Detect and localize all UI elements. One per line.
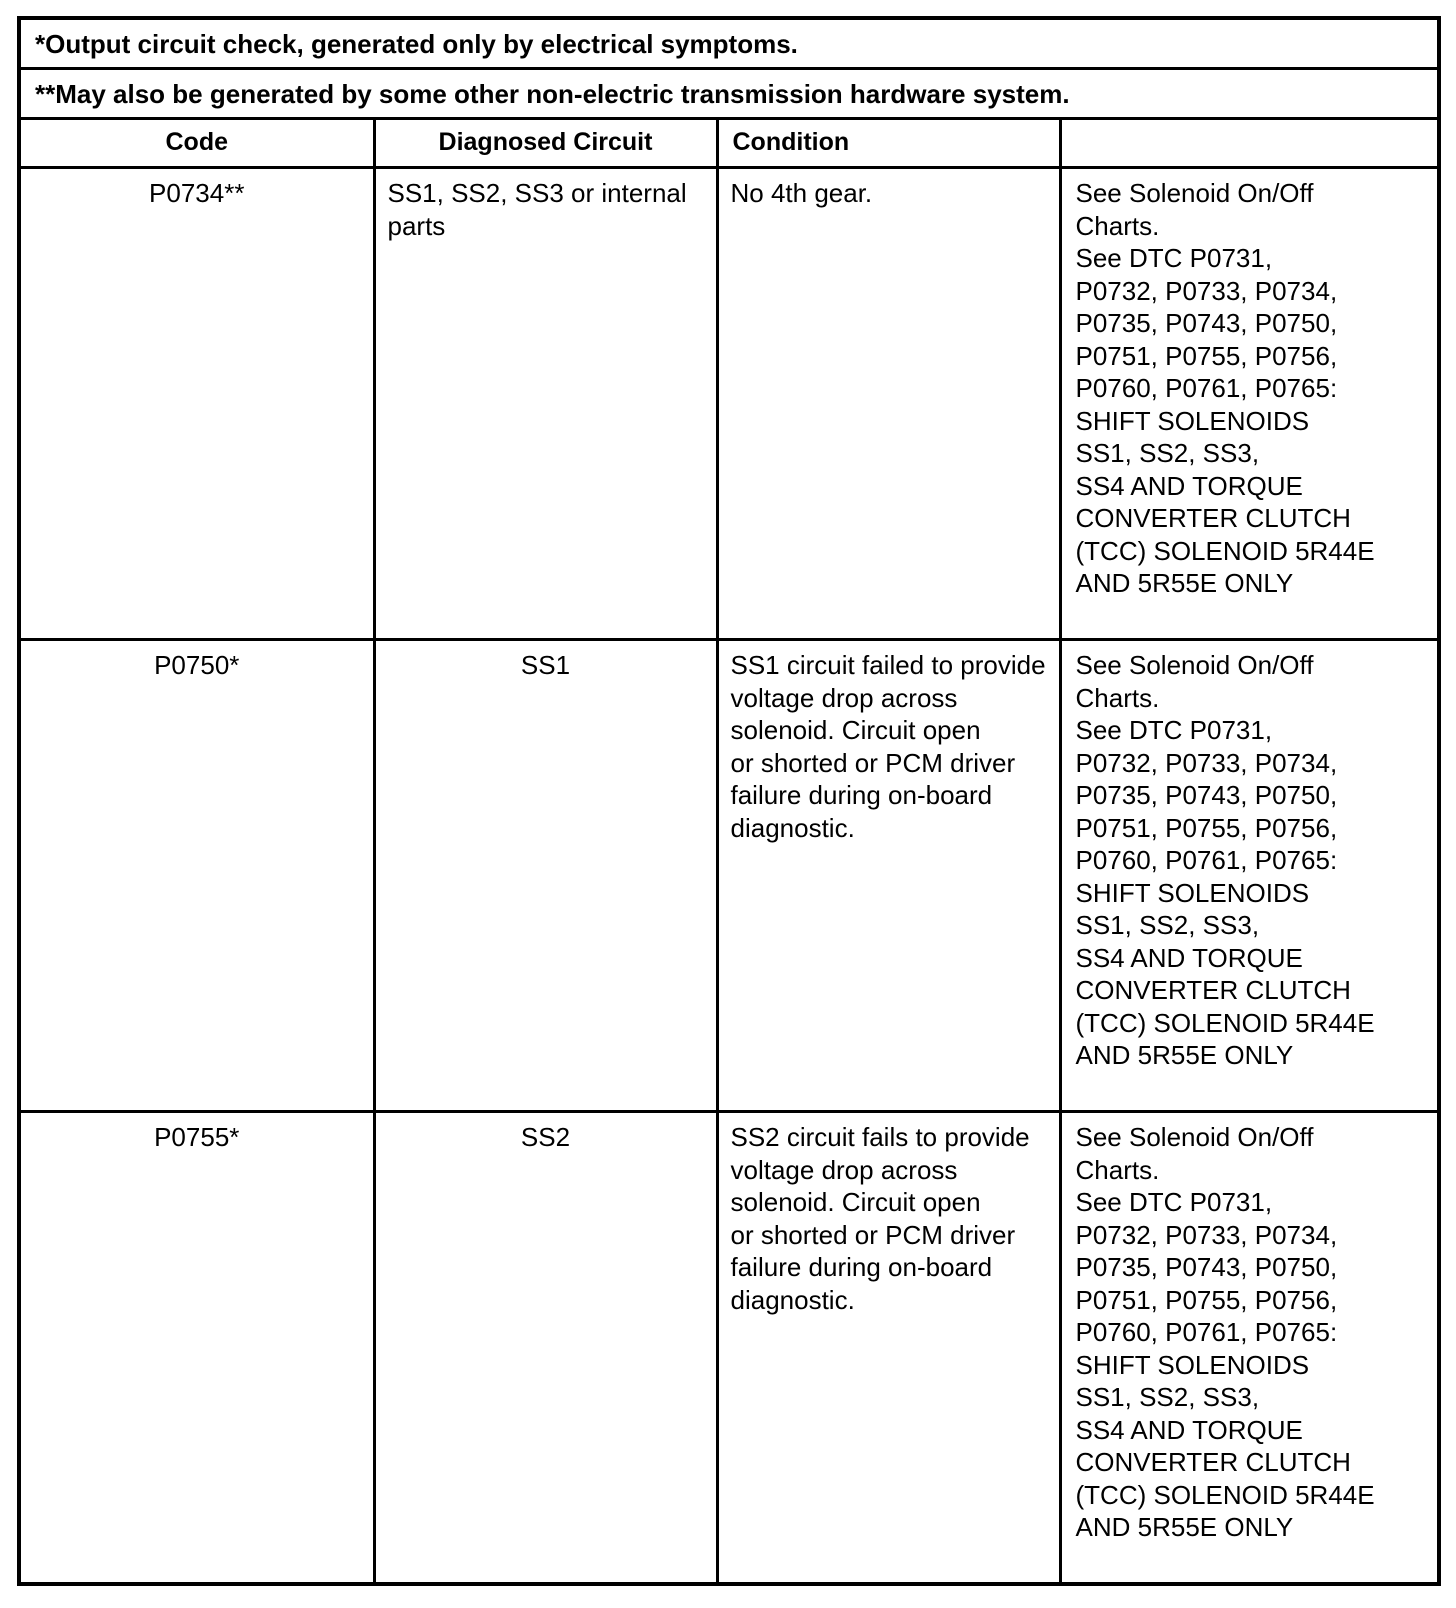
header-condition: Condition bbox=[717, 119, 1060, 168]
condition-cell bbox=[717, 1112, 1060, 1584]
condition-line: or shorted or PCM driver bbox=[730, 1219, 1016, 1250]
reference-cell bbox=[1060, 1112, 1439, 1584]
code-cell: P0755* bbox=[19, 1112, 374, 1584]
condition-line: SS1 circuit failed to provide bbox=[730, 650, 1046, 680]
note-row-single bbox=[19, 18, 1439, 69]
reference-line: (TCC) SOLENOID 5R44E bbox=[1075, 1007, 1375, 1038]
reference-line: SHIFT SOLENOIDS bbox=[1075, 405, 1310, 436]
header-code: Code bbox=[19, 119, 374, 168]
reference-line: See Solenoid On/Off bbox=[1075, 178, 1314, 208]
reference-line: AND 5R55E ONLY bbox=[1075, 1512, 1294, 1542]
reference-line: AND 5R55E ONLY bbox=[1075, 568, 1294, 598]
condition-line: or shorted or PCM driver bbox=[730, 747, 1016, 778]
diagnosed-circuit-cell: SS2 bbox=[374, 1112, 717, 1584]
header-reference bbox=[1060, 119, 1439, 168]
reference-line: SS4 AND TORQUE bbox=[1075, 470, 1303, 501]
condition-cell bbox=[717, 640, 1060, 1112]
reference-line: P0751, P0755, P0756, bbox=[1075, 1284, 1338, 1315]
reference-line: P0735, P0743, P0750, bbox=[1075, 308, 1338, 338]
reference-line: CONVERTER CLUTCH bbox=[1075, 1447, 1351, 1477]
condition-line: voltage drop across bbox=[730, 1154, 958, 1185]
table-row bbox=[19, 1112, 1439, 1584]
reference-line: (TCC) SOLENOID 5R44E bbox=[1075, 535, 1375, 566]
reference-line: SS1, SS2, SS3, bbox=[1075, 438, 1260, 468]
reference-line: SS4 AND TORQUE bbox=[1075, 1414, 1303, 1445]
diagnosed-circuit-cell: SS1, SS2, SS3 or internal parts bbox=[374, 168, 717, 640]
reference-line: SHIFT SOLENOIDS bbox=[1075, 877, 1310, 908]
reference-cell bbox=[1060, 640, 1439, 1112]
reference-line: CONVERTER CLUTCH bbox=[1075, 975, 1351, 1005]
reference-line: P0760, P0761, P0765: bbox=[1075, 845, 1338, 875]
condition-line: solenoid. Circuit open bbox=[730, 1187, 981, 1217]
condition-line: diagnostic. bbox=[730, 812, 855, 843]
table-row bbox=[19, 168, 1439, 640]
reference-line: Charts. bbox=[1075, 210, 1160, 241]
code-cell: P0734** bbox=[19, 168, 374, 640]
condition-line: No 4th gear. bbox=[730, 178, 873, 208]
reference-line: SS1, SS2, SS3, bbox=[1075, 910, 1260, 940]
note-row-double bbox=[19, 69, 1439, 119]
reference-line: Charts. bbox=[1075, 1154, 1160, 1185]
header-row bbox=[19, 119, 1439, 168]
reference-line: Charts. bbox=[1075, 682, 1160, 713]
reference-line: AND 5R55E ONLY bbox=[1075, 1040, 1294, 1070]
condition-line: diagnostic. bbox=[730, 1284, 855, 1315]
reference-line: See DTC P0731, bbox=[1075, 243, 1273, 273]
table-row bbox=[19, 640, 1439, 1112]
reference-line: P0751, P0755, P0756, bbox=[1075, 812, 1338, 843]
code-cell: P0750* bbox=[19, 640, 374, 1112]
reference-line: P0732, P0733, P0734, bbox=[1075, 747, 1338, 778]
reference-line: See Solenoid On/Off bbox=[1075, 650, 1314, 680]
reference-line: P0760, P0761, P0765: bbox=[1075, 1317, 1338, 1347]
reference-line: P0732, P0733, P0734, bbox=[1075, 1219, 1338, 1250]
reference-cell bbox=[1060, 168, 1439, 640]
reference-line: See DTC P0731, bbox=[1075, 1187, 1273, 1217]
reference-line: P0735, P0743, P0750, bbox=[1075, 780, 1338, 810]
reference-line: CONVERTER CLUTCH bbox=[1075, 503, 1351, 533]
header-diagnosed-circuit: Diagnosed Circuit bbox=[374, 119, 717, 168]
note-non-electric-hardware: **May also be generated by some other non-electric transmission hardware system. bbox=[19, 69, 1439, 119]
reference-line: P0735, P0743, P0750, bbox=[1075, 1252, 1338, 1282]
reference-line: SS4 AND TORQUE bbox=[1075, 942, 1303, 973]
condition-line: voltage drop across bbox=[730, 682, 958, 713]
reference-line: P0760, P0761, P0765: bbox=[1075, 373, 1338, 403]
condition-line: SS2 circuit fails to provide bbox=[730, 1122, 1030, 1152]
dtc-table bbox=[17, 16, 1441, 1586]
condition-line: failure during on-board bbox=[730, 780, 993, 810]
condition-line: solenoid. Circuit open bbox=[730, 715, 981, 745]
condition-cell bbox=[717, 168, 1060, 640]
reference-line: P0732, P0733, P0734, bbox=[1075, 275, 1338, 306]
note-output-circuit-check: *Output circuit check, generated only by electrical symptoms. bbox=[19, 18, 1439, 69]
condition-line: failure during on-board bbox=[730, 1252, 993, 1282]
reference-line: (TCC) SOLENOID 5R44E bbox=[1075, 1479, 1375, 1510]
reference-line: P0751, P0755, P0756, bbox=[1075, 340, 1338, 371]
reference-line: See Solenoid On/Off bbox=[1075, 1122, 1314, 1152]
reference-line: SS1, SS2, SS3, bbox=[1075, 1382, 1260, 1412]
reference-line: SHIFT SOLENOIDS bbox=[1075, 1349, 1310, 1380]
diagnosed-circuit-cell: SS1 bbox=[374, 640, 717, 1112]
reference-line: See DTC P0731, bbox=[1075, 715, 1273, 745]
